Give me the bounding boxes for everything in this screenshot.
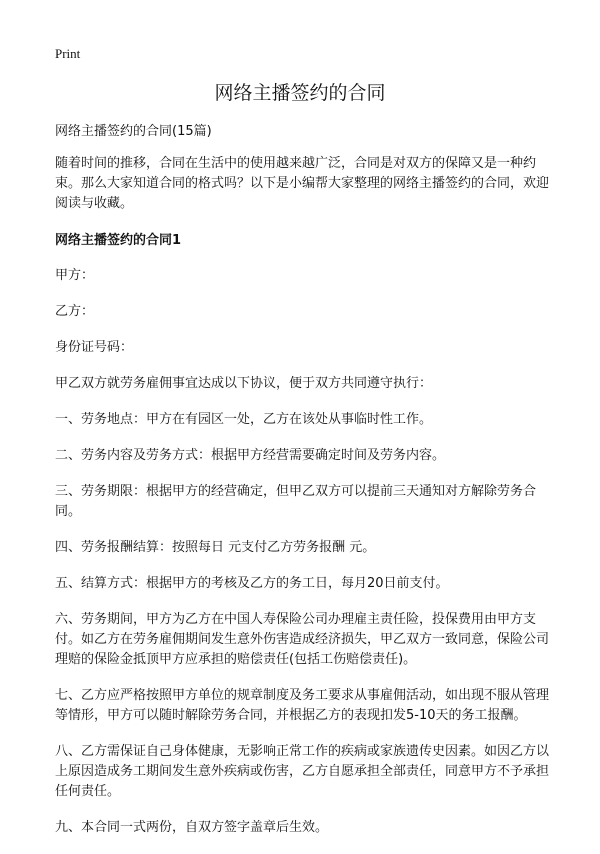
clause-9: 九、本合同一式两份，自双方签字盖章后生效。 bbox=[55, 820, 329, 835]
document-title: 网络主播签约的合同 bbox=[214, 82, 386, 104]
document-subtitle: 网络主播签约的合同(15篇) bbox=[55, 124, 212, 139]
clause-8: 八、乙方需保证自己身体健康，无影响正常工作的疾病或家族遗传史因素。如因乙方以上原因造成务工期间发生意外疾病或伤害，乙方自愿承担全部责任，同意甲方不予承担任何责任。 bbox=[55, 744, 550, 799]
section-heading: 网络主播签约的合同1 bbox=[55, 233, 182, 248]
clause-7: 七、乙方应严格按照甲方单位的规章制度及务工要求从事雇佣活动，如出现不服从管理等情形，甲方可以随时解除劳务合同，并根据乙方的表现扣发5-10天的务工报酬。 bbox=[55, 688, 550, 723]
document-body bbox=[55, 122, 555, 854]
intro-paragraph: 随着时间的推移，合同在生活中的使用越来越广泛，合同是对双方的保障又是一种约束。那么大家知道合同的格式吗？以下是小编帮大家整理的网络主播签约的合同，欢迎阅读与收藏。 bbox=[55, 156, 550, 211]
preamble-paragraph: 甲乙双方就劳务雇佣事宜达成以下协议，便于双方共同遵守执行： bbox=[55, 376, 433, 391]
clause-4: 四、劳务报酬结算：按照每日 元支付乙方劳务报酬 元。 bbox=[55, 540, 376, 555]
clause-6: 六、劳务期间，甲方为乙方在中国人寿保险公司办理雇主责任险，投保费用由甲方支付。如乙方在劳务雇佣期间发生意外伤害造成经济损失，甲乙双方一致同意，保险公司理赔的保险金抵顶甲方应承担的赔偿责任(包括工伤赔偿责任)。 bbox=[55, 612, 550, 667]
print-link[interactable]: Print bbox=[55, 46, 81, 61]
party-b-field: 乙方： bbox=[55, 304, 95, 319]
clause-3: 三、劳务期限：根据甲方的经营确定，但甲乙双方可以提前三天通知对方解除劳务合同。 bbox=[55, 484, 537, 519]
clause-5: 五、结算方式：根据甲方的考核及乙方的务工日，每月20日前支付。 bbox=[55, 576, 449, 591]
party-a-field: 甲方： bbox=[55, 268, 95, 283]
clause-2: 二、劳务内容及劳务方式：根据甲方经营需要确定时间及劳务内容。 bbox=[55, 448, 446, 463]
clause-1: 一、劳务地点：甲方在有园区一处，乙方在该处从事临时性工作。 bbox=[55, 412, 433, 427]
id-number-field: 身份证号码： bbox=[55, 340, 134, 355]
